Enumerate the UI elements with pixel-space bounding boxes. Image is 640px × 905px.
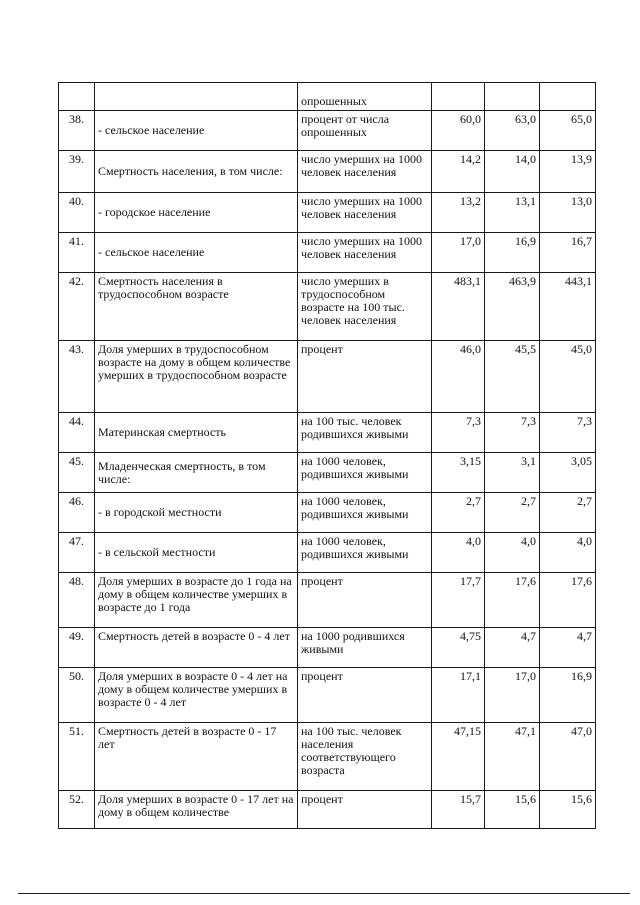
indicator-unit: процент <box>298 573 432 628</box>
table-row <box>59 533 596 573</box>
value-year-3: 2,7 <box>540 493 596 533</box>
indicator-name: Смертность детей в возрасте 0 - 17 лет <box>95 723 298 791</box>
value-year-2: 3,1 <box>485 453 540 493</box>
indicator-name: - в городской местности <box>95 493 298 533</box>
value-year-2: 16,9 <box>485 233 540 273</box>
value-year-2: 17,0 <box>485 668 540 723</box>
table-row <box>59 493 596 533</box>
indicator-unit: на 100 тыс. человек населения соответствующего возраста <box>298 723 432 791</box>
value-year-3: 443,1 <box>540 273 596 341</box>
value-year-2: 13,1 <box>485 193 540 233</box>
row-number: 41. <box>59 233 95 273</box>
value-year-2: 4,0 <box>485 533 540 573</box>
indicator-unit: на 1000 человек, родившихся живыми <box>298 493 432 533</box>
value-year-1: 13,2 <box>432 193 485 233</box>
indicator-unit: процент от числа опрошенных <box>298 111 432 151</box>
row-number: 45. <box>59 453 95 493</box>
value-year-1: 47,15 <box>432 723 485 791</box>
indicator-unit: на 100 тыс. человек родившихся живыми <box>298 413 432 453</box>
page-bottom-rule <box>18 893 630 894</box>
value-year-3: 45,0 <box>540 341 596 413</box>
value-year-1: 15,7 <box>432 791 485 829</box>
indicator-name: - городское население <box>95 193 298 233</box>
row-number: 49. <box>59 628 95 668</box>
indicators-table <box>58 82 596 829</box>
indicator-unit: число умерших в трудоспособном возрасте на 100 тыс. человек населения <box>298 273 432 341</box>
row-number: 52. <box>59 791 95 829</box>
table-row <box>59 273 596 341</box>
table-row <box>59 83 596 111</box>
value-year-1: 2,7 <box>432 493 485 533</box>
indicator-unit: число умерших на 1000 человек населения <box>298 233 432 273</box>
value-year-2: 2,7 <box>485 493 540 533</box>
row-number: 40. <box>59 193 95 233</box>
indicator-name: Доля умерших в возрасте до 1 года на дому в общем количестве умерших в возрасте до 1 года <box>95 573 298 628</box>
value-year-3 <box>540 83 596 111</box>
value-year-2: 63,0 <box>485 111 540 151</box>
row-number: 42. <box>59 273 95 341</box>
value-year-3: 4,7 <box>540 628 596 668</box>
indicator-name: Материнская смертность <box>95 413 298 453</box>
value-year-3: 47,0 <box>540 723 596 791</box>
value-year-2: 463,9 <box>485 273 540 341</box>
value-year-2: 14,0 <box>485 151 540 193</box>
indicator-name: Доля умерших в возрасте 0 - 4 лет на дому в общем количестве умерших в возрасте 0 - 4 лет <box>95 668 298 723</box>
table-row <box>59 628 596 668</box>
table-row <box>59 791 596 829</box>
value-year-2: 15,6 <box>485 791 540 829</box>
table-row <box>59 341 596 413</box>
value-year-1: 3,15 <box>432 453 485 493</box>
indicator-name <box>95 83 298 111</box>
table-row <box>59 193 596 233</box>
indicator-name: - сельское население <box>95 111 298 151</box>
indicator-name: Доля умерших в возрасте 0 - 17 лет на дому в общем количестве <box>95 791 298 829</box>
indicator-name: - в сельской местности <box>95 533 298 573</box>
value-year-2: 17,6 <box>485 573 540 628</box>
value-year-1: 7,3 <box>432 413 485 453</box>
value-year-2: 47,1 <box>485 723 540 791</box>
value-year-3: 13,9 <box>540 151 596 193</box>
value-year-3: 65,0 <box>540 111 596 151</box>
value-year-1: 4,0 <box>432 533 485 573</box>
value-year-3: 16,7 <box>540 233 596 273</box>
indicator-unit: процент <box>298 791 432 829</box>
table-row <box>59 233 596 273</box>
value-year-2: 45,5 <box>485 341 540 413</box>
indicator-name: Смертность детей в возрасте 0 - 4 лет <box>95 628 298 668</box>
value-year-3: 16,9 <box>540 668 596 723</box>
value-year-1: 46,0 <box>432 341 485 413</box>
value-year-3: 7,3 <box>540 413 596 453</box>
indicator-name: - сельское население <box>95 233 298 273</box>
indicator-name: Смертность населения в трудоспособном возрасте <box>95 273 298 341</box>
table-row <box>59 111 596 151</box>
value-year-3: 17,6 <box>540 573 596 628</box>
table-row <box>59 573 596 628</box>
indicator-name: Доля умерших в трудоспособном возрасте на дому в общем количестве умерших в трудоспособном возрасте <box>95 341 298 413</box>
row-number: 44. <box>59 413 95 453</box>
value-year-1: 17,0 <box>432 233 485 273</box>
value-year-1: 17,1 <box>432 668 485 723</box>
row-number: 47. <box>59 533 95 573</box>
row-number: 51. <box>59 723 95 791</box>
indicator-unit: на 1000 человек, родившихся живыми <box>298 453 432 493</box>
row-number: 39. <box>59 151 95 193</box>
value-year-1: 60,0 <box>432 111 485 151</box>
value-year-3: 3,05 <box>540 453 596 493</box>
table-row <box>59 453 596 493</box>
indicator-unit: на 1000 человек, родившихся живыми <box>298 533 432 573</box>
indicator-name: Смертность населения, в том числе: <box>95 151 298 193</box>
table-row <box>59 151 596 193</box>
indicator-unit: число умерших на 1000 человек населения <box>298 193 432 233</box>
row-number: 46. <box>59 493 95 533</box>
indicator-unit: процент <box>298 668 432 723</box>
indicator-name: Младенческая смертность, в том числе: <box>95 453 298 493</box>
row-number <box>59 83 95 111</box>
table-row <box>59 413 596 453</box>
value-year-1: 17,7 <box>432 573 485 628</box>
value-year-3: 4,0 <box>540 533 596 573</box>
table-row <box>59 723 596 791</box>
row-number: 50. <box>59 668 95 723</box>
row-number: 48. <box>59 573 95 628</box>
value-year-1 <box>432 83 485 111</box>
value-year-1: 14,2 <box>432 151 485 193</box>
value-year-3: 13,0 <box>540 193 596 233</box>
value-year-2: 7,3 <box>485 413 540 453</box>
table-row <box>59 668 596 723</box>
row-number: 38. <box>59 111 95 151</box>
indicator-unit: на 1000 родившихся живыми <box>298 628 432 668</box>
value-year-2: 4,7 <box>485 628 540 668</box>
value-year-3: 15,6 <box>540 791 596 829</box>
indicator-unit: процент <box>298 341 432 413</box>
value-year-1: 483,1 <box>432 273 485 341</box>
row-number: 43. <box>59 341 95 413</box>
value-year-2 <box>485 83 540 111</box>
indicator-unit: число умерших на 1000 человек населения <box>298 151 432 193</box>
value-year-1: 4,75 <box>432 628 485 668</box>
indicator-unit: опрошенных <box>298 83 432 111</box>
